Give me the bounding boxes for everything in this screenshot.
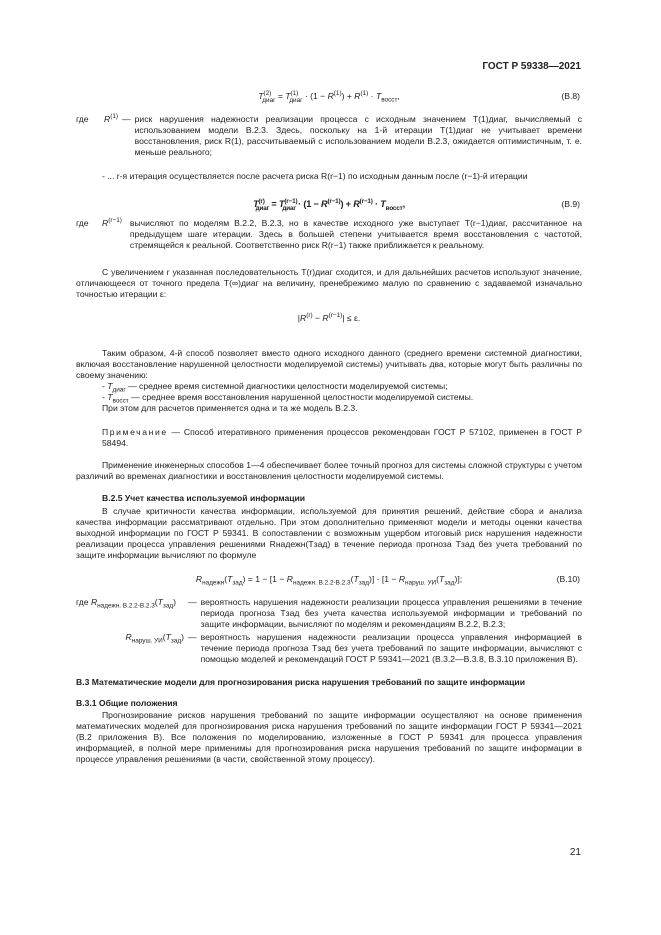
convergence-paragraph: С увеличением r указанная последовательность T(r)диаг сходится, и для дальнейших расчетов используют значение, отличающееся от точного предела T(∞)диаг на величину, пренебрежимо малую по сравнению с задаваемой изначально точностью итерации ε: [76,267,582,299]
definition-rnarush-text: вероятность нарушения надежности реализации процесса управления информацией в течение периода прогноза Tзад без учета требований по защите информации, вычисляют с помощью моделей и рекомендаций ГОСТ Р 59341—2021 (В.3.2—В.3.8, В.3.10 приложения В). [200,632,582,664]
formula-b9-number: (B.9) [561,199,580,209]
term-r1: $R^{(1)}$ [104,113,119,124]
page-content [76,88,582,765]
definition-rnarush [76,632,582,665]
where-label: где [76,114,89,124]
formula-b10 [76,571,582,587]
heading-b31: В.3.1 Общие положения [76,698,178,708]
term-dash-3: — [188,632,197,642]
definition-rnadezhn [76,597,582,630]
definition-r1-text: риск нарушения надежности реализации процесса с исходным значением T(1)диаг, вычисляемый с использованием модели В.2.3. Здесь, поскольку на 1-й итерации T(1)диаг не учитывает времени восстановления, риск R(1), рассчитываемый с использованием модели В.2.3, ожидается оптимистичным, т. е. меньше реального; [134,114,582,157]
formula-b8-number: (B.8) [561,91,580,101]
heading-b3: В.3 Математические модели для прогнозирования риска нарушения требований по защите информации [76,677,525,687]
term-rnadezhn: где $R_{надежн. В.2.2-В.2.3}(T_{зад})$ [76,597,176,610]
formula-b10-body: $R_{надежн}(T_{зад}) = 1 - [1 - R_{надежн. В.2.2-В.2.3}(T_{зад})] \cdot [1 - R_{наруш. УИ}(T_{зад})]$; [195,574,463,587]
formula-b8 [76,88,582,104]
formula-b9-body: $T^{(r)}_{диаг} = T^{(r-1)}_{диаг} \cdot (1 - R^{(r-1)}) + R^{(r-1)} \cdot T_{восст}$, [253,197,405,212]
formula-b9 [76,196,582,212]
list-item-diag: - $T_{диаг}$ — среднее время системной диагностики целостности моделируемой системы; [102,381,448,394]
formula-b10-number: (B.10) [556,574,580,584]
note-label: Примечание [102,427,168,437]
heading-b25: В.2.5 Учет качества используемой информации [102,493,306,503]
definition-r1 [76,114,582,158]
apply-paragraph: Применение инженерных способов 1—4 обеспечивает более точный прогноз для системы сложной структуры с учетом различий во временах диагностики и восстановления целостности моделируемой системы. [76,460,582,481]
formula-epsilon-body: $|R^{(r)} - R^{(r-1)}| \le \varepsilon$. [297,312,361,323]
where-label-2: где [76,218,89,228]
method4-paragraph: Таким образом, 4-й способ позволяет вместо одного исходного данного (среднего времени системной диагностики, включая восстановление нарушенной целостности моделируемой системы) учитывать два, которые могут быть различны по своему значению: [76,348,582,380]
term-dash: — [122,114,131,124]
note-paragraph [76,427,582,449]
document-code: ГОСТ Р 59338—2021 [482,61,581,72]
formula-epsilon [76,310,582,326]
term-rr1: $R^{(r-1)}$ [102,217,122,228]
definition-rr1 [76,218,582,251]
iteration-r: - ... r-я итерация осуществляется после расчета риска R(r−1) по исходным данным после (r−1)-й итерации [102,171,528,181]
definition-rr1-text: вычисляют по моделям В.2.2, В.2.3, но в качестве исходного уже выступает T(r−1)диаг, рассчитанное на предыдущем шаге итерации. Здесь в большей степени учитывается время восстановления с частотой, стремящейся к реальной. Соответственно риск R(r−1) также приближается к реальному. [129,218,582,250]
b25-paragraph: В случае критичности качества информации, используемой для принятия решений, действие сбора и анализа качества информации рассматривают отдельно. При этом дополнительно применяют модели и методы оценки качества выходной информации по ГОСТ Р 59341. В сопоставлении с возможным ущербом итоговый риск нарушения надежности реализации процесса управления решениями Rнадежн(Tзад) в течение периода прогноза Tзад без учета требований по защите информации вычисляют по формуле [76,506,582,560]
b31-paragraph: Прогнозирование рисков нарушения требований по защите информации осуществляют на основе применения математических моделей для прогнозирования риска нарушения требований по защите информации ГОСТ Р 59341—2021 (В.2 приложения В). Все положения по моделированию, изложенные в ГОСТ Р 59341 для процесса управления информацией, в полной мере применимы для прогнозирования риска нарушения требований по защите информации в процессе управления решениями (в части, свойственной этому процессу). [76,710,582,764]
note-text: — Способ итеративного применения процессов рекомендован ГОСТ Р 57102, применен в ГОСТ Р 58494. [102,427,582,448]
same-model-line: При этом для расчетов применяется одна и та же модель В.2.3. [102,403,358,413]
list-item-vosst-text: — среднее время восстановления нарушенной целостности моделируемой системы. [131,392,474,402]
page-number: 21 [569,847,581,858]
term-dash-2: — [188,597,197,607]
term-rnarush: $R_{наруш. УИ}(T_{зад})$ [125,632,184,645]
definition-rnadezhn-text: вероятность нарушения надежности реализации процесса управления решениями в течение периода прогноза Tзад без учета качества используемой информации и требований по защите информации, вычисляют по моделям и рекомендациям В.2.2, В.2.3; [200,597,582,629]
formula-b8-body: $T^{(2)}_{диаг} = T^{(1)}_{диаг} \cdot (1 - R^{(1)}) + R^{(1)} \cdot T_{восст}$, [258,90,400,104]
list-item-vosst: - $T_{восст}$ — среднее время восстановления нарушенной целостности моделируемой системы. [102,392,474,405]
list-item-diag-text: — среднее время системной диагностики целостности моделируемой системы; [128,381,448,391]
